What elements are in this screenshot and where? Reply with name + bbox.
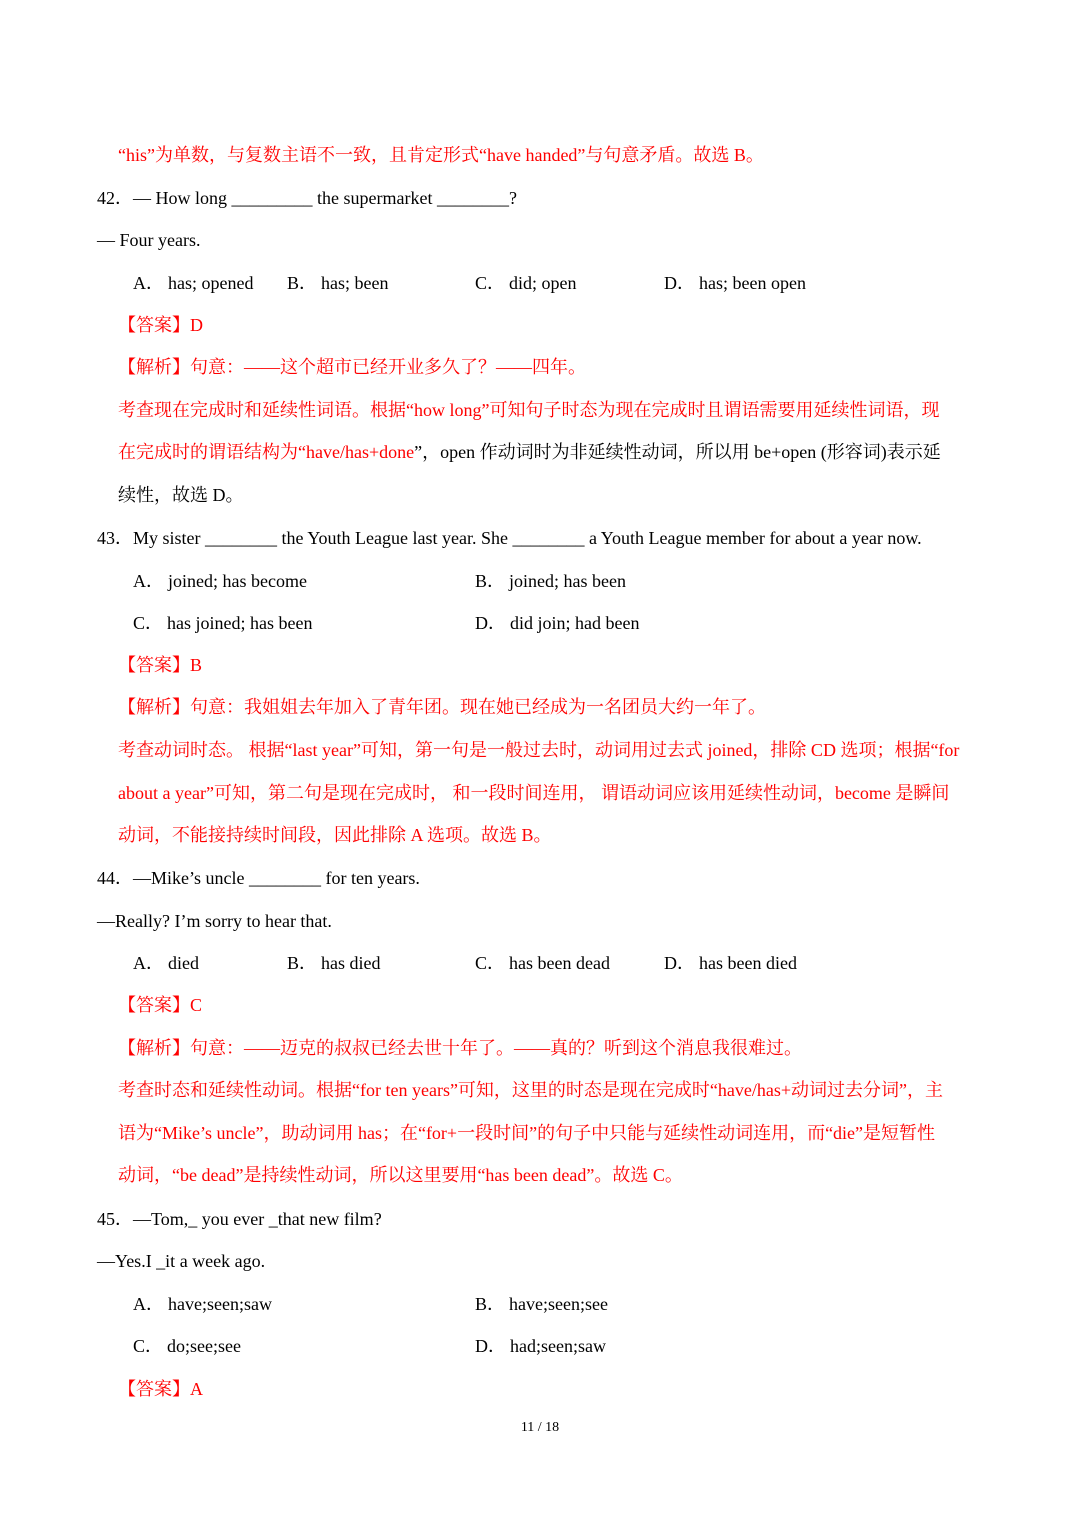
question-44-explanation-line: 考查时态和延续性动词。根据“for ten years”可知，这里的时态是现在完成时“have/has+动词过去分词”，主 (118, 1080, 944, 1100)
option-label: C． (475, 953, 506, 973)
question-44-stem: 44．—Mike’s uncle ________ for ten years. (97, 868, 420, 888)
option-label: A． (133, 273, 164, 293)
page-number: 11 / 18 (520, 1420, 560, 1435)
option-text: has; been open (699, 273, 806, 293)
question-42-explanation-line (118, 440, 941, 464)
question-44-explanation-line: 语为“Mike’s uncle”，助动词用 has；在“for+一段时间”的句子中只能与延续性动词连用，而“die”是短暂性 (118, 1123, 936, 1143)
question-42-option-a (133, 271, 253, 295)
question-45-option-d (475, 1334, 606, 1358)
option-text: joined; has been (509, 571, 626, 591)
question-44-option-b (287, 951, 381, 975)
question-43-option-d (475, 611, 639, 635)
option-text: died (168, 953, 199, 973)
option-label: C． (133, 1336, 164, 1356)
question-43-option-c (133, 611, 312, 635)
question-44-option-a (133, 951, 199, 975)
option-text: has joined; has been (167, 613, 313, 633)
question-45-option-b (475, 1292, 608, 1316)
question-42-option-d (664, 271, 806, 295)
option-label: D． (664, 273, 695, 293)
question-44-analysis: 【解析】句意：——迈克的叔叔已经去世十年了。——真的？听到这个消息我很难过。 (118, 1038, 802, 1058)
option-text: did join; had been (510, 613, 640, 633)
question-43-explanation-line: about a year”可知，第二句是现在完成时， 和一段时间连用， 谓语动词应该用延续性动词，become 是瞬间 (118, 783, 950, 803)
option-label: D． (664, 953, 695, 973)
option-text: had;seen;saw (510, 1336, 606, 1356)
option-label: A． (133, 1294, 164, 1314)
option-label: B． (287, 273, 318, 293)
option-label: B． (475, 1294, 506, 1314)
question-44-option-c (475, 951, 610, 975)
option-text: has been died (699, 953, 797, 973)
question-42-explanation-line: 续性，故选 D。 (118, 485, 244, 505)
question-43-explanation-line: 动词，不能接持续时间段，因此排除 A 选项。故选 B。 (118, 825, 552, 845)
option-text: do;see;see (167, 1336, 241, 1356)
option-label: A． (133, 571, 164, 591)
option-text: joined; has become (168, 571, 307, 591)
question-44-option-d (664, 951, 797, 975)
option-text: has; opened (168, 273, 254, 293)
question-43-answer: 【答案】B (118, 655, 203, 675)
question-44-reply: —Really? I’m sorry to hear that. (97, 911, 332, 931)
question-44-explanation-line: 动词，“be dead”是持续性动词，所以这里要用“has been dead”。故选 C。 (118, 1165, 683, 1185)
question-44-answer: 【答案】C (118, 995, 203, 1015)
option-label: B． (287, 953, 318, 973)
option-label: C． (133, 613, 164, 633)
explanation-black-part: ”，open 作动词时为非延续性动词，所以用 be+open (形容词)表示延 (414, 442, 941, 462)
question-42-option-b (287, 271, 389, 295)
question-42-reply: — Four years. (97, 230, 201, 250)
option-label: D． (475, 1336, 506, 1356)
question-43-stem: 43．My sister ________ the Youth League last year. She ________ a Youth League member for about a year now. (97, 528, 922, 548)
option-label: B． (475, 571, 506, 591)
explanation-red-part: 在完成时的谓语结构为“have/has+done (118, 442, 415, 462)
option-text: has died (321, 953, 381, 973)
question-43-option-a (133, 569, 307, 593)
option-text: has been dead (509, 953, 610, 973)
question-45-option-a (133, 1292, 272, 1316)
question-45-answer: 【答案】A (118, 1379, 203, 1399)
question-45-reply: —Yes.I _it a week ago. (97, 1251, 266, 1271)
option-text: have;seen;see (509, 1294, 608, 1314)
question-45-option-c (133, 1334, 241, 1358)
carryover-explanation: “his”为单数，与复数主语不一致，且肯定形式“have handed”与句意矛盾。故选 B。 (118, 145, 764, 165)
option-label: D． (475, 613, 506, 633)
question-42-analysis: 【解析】句意：——这个超市已经开业多久了？——四年。 (118, 357, 586, 377)
question-43-explanation-line: 考查动词时态。 根据“last year”可知，第一句是一般过去时，动词用过去式 joined，排除 CD 选项；根据“for (118, 740, 960, 760)
option-text: has; been (321, 273, 389, 293)
option-label: A． (133, 953, 164, 973)
question-43-analysis: 【解析】句意：我姐姐去年加入了青年团。现在她已经成为一名团员大约一年了。 (118, 697, 766, 717)
question-42-explanation-line: 考查现在完成时和延续性词语。根据“how long”可知句子时态为现在完成时且谓语需要用延续性词语，现 (118, 400, 940, 420)
option-label: C． (475, 273, 506, 293)
question-45-stem: 45．—Tom,_ you ever _that new film? (97, 1209, 382, 1229)
option-text: have;seen;saw (168, 1294, 272, 1314)
question-43-option-b (475, 569, 626, 593)
option-text: did; open (509, 273, 577, 293)
question-42-answer: 【答案】D (118, 315, 203, 335)
question-42-option-c (475, 271, 577, 295)
question-42-stem: 42．— How long _________ the supermarket ________? (97, 188, 517, 208)
